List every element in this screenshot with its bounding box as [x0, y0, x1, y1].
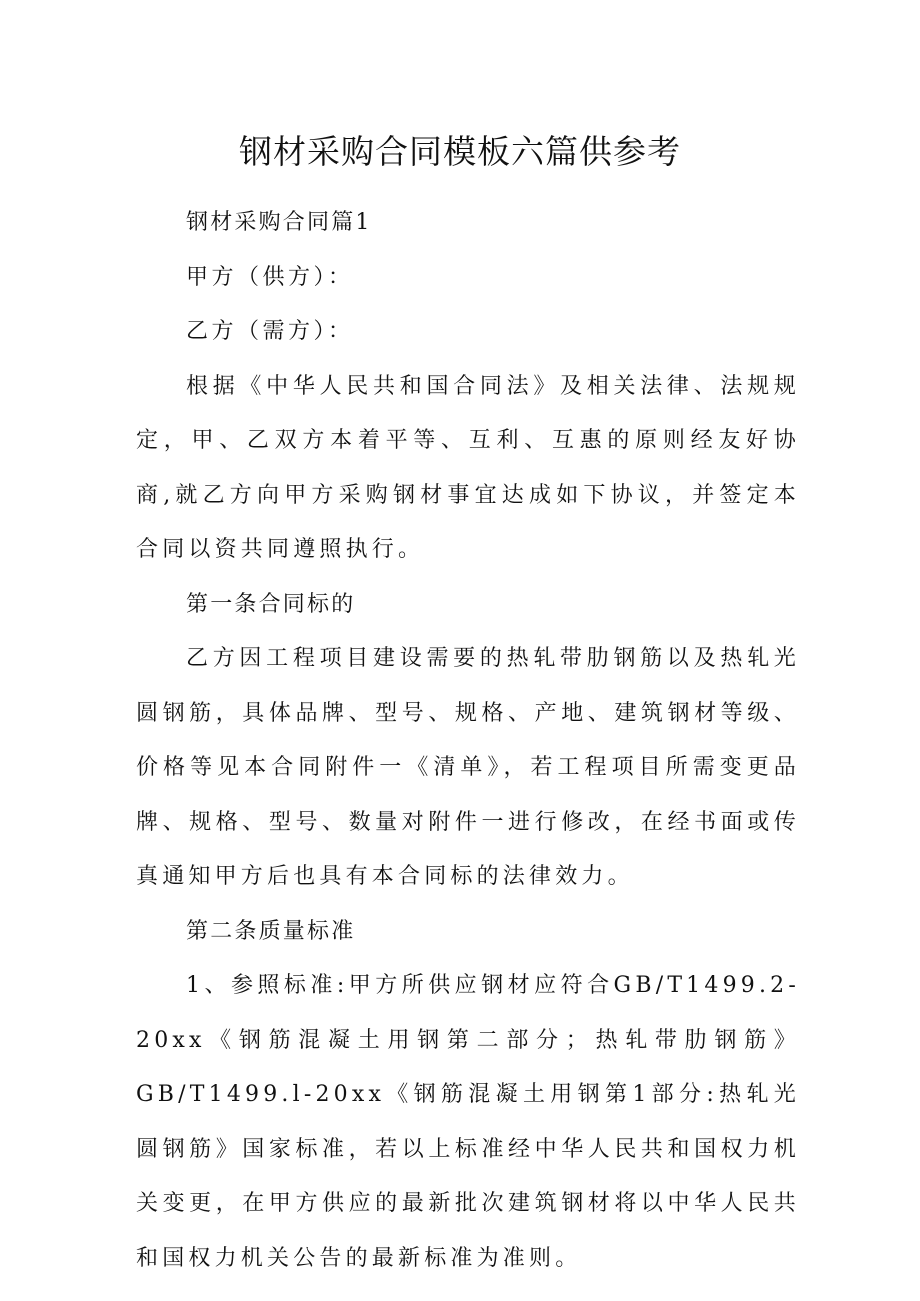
document-body [136, 196, 800, 1286]
article-1-heading: 第一条合同标的 [186, 591, 356, 617]
section-heading-contract-1: 钢材采购合同篇1 [186, 210, 372, 235]
document-title: 钢材采购合同模板六篇供参考 [239, 132, 681, 171]
party-a-line: 甲方（供方）： [186, 264, 354, 290]
article-1-paragraph: 乙方因工程项目建设需要的热轧带肋钢筋以及热轧光圆钢筋，具体品牌、型号、规格、产地、建筑钢材等级、价格等见本合同附件一《清单》，若工程项目所需变更品牌、规格、型号、数量对附件一进行修改，在经书面或传真通知甲方后也具有本合同标的法律效力。 [136, 646, 800, 889]
party-b-line: 乙方（需方）： [186, 319, 354, 344]
article-2-paragraph-1: 1、参照标准:甲方所供应钢材应符合GB/T1499.2-20xx《钢筋混凝土用钢第二部分；热轧带肋钢筋》GB/T1499.l-20xx《钢筋混凝土用钢第1部分:热轧光圆钢筋》国家标准，若以上标准经中华人民共和国权力机关变更，在甲方供应的最新批次建筑钢材将以中华人民共和国权力机关公告的最新标准为准则。 [136, 973, 800, 1271]
preamble-paragraph: 根据《中华人民共和国合同法》及相关法律、法规规定，甲、乙双方本着平等、互利、互惠的原则经友好协商,就乙方向甲方采购钢材事宜达成如下协议，并签定本合同以资共同遵照执行。 [136, 373, 800, 562]
article-2-heading: 第二条质量标准 [186, 918, 356, 944]
